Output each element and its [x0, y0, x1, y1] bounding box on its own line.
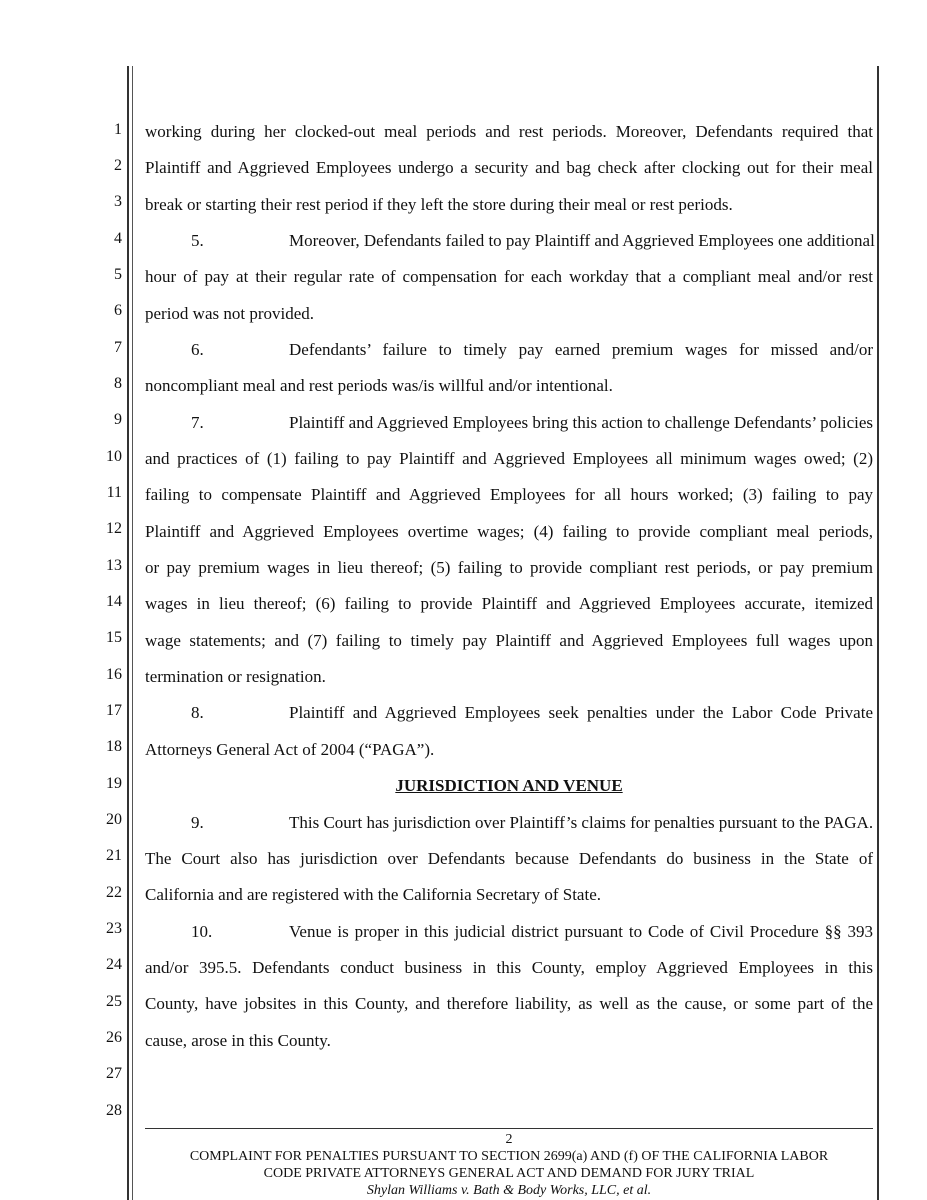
line-number: 26 [106, 1029, 122, 1046]
line-number: 25 [106, 993, 122, 1010]
text-line: Venue is proper in this judicial district pursuant to Code of Civil Procedure §§ 393 [289, 922, 873, 941]
text-line: Plaintiff and Aggrieved Employees undergo a security and bag check after clocking out for their meal [145, 158, 873, 177]
section-heading: JURISDICTION AND VENUE [395, 776, 623, 795]
line-number: 4 [114, 230, 122, 247]
line-number: 15 [106, 629, 122, 646]
text-line: and/or 395.5. Defendants conduct business in this County, employ Aggrieved Employees in this [145, 958, 873, 977]
paragraph-7-first-line [145, 412, 873, 434]
line-number: 22 [106, 884, 122, 901]
text-line: Defendants’ failure to timely pay earned premium wages for missed and/or [289, 340, 873, 359]
line-number: 8 [114, 375, 122, 392]
text-line: California and are registered with the California Secretary of State. [145, 885, 601, 904]
line-number: 17 [106, 702, 122, 719]
paragraph-number: 8. [191, 703, 204, 722]
line-number: 11 [106, 484, 122, 501]
left-margin-rule [127, 66, 129, 1200]
text-line: The Court also has jurisdiction over Defendants because Defendants do business in the State of [145, 849, 873, 868]
line-number: 9 [114, 411, 122, 428]
paragraph-6-first-line [145, 339, 873, 361]
text-line: failing to compensate Plaintiff and Aggrieved Employees for all hours worked; (3) failing to pay [145, 485, 873, 504]
line-number: 23 [106, 920, 122, 937]
footer-rule [145, 1128, 873, 1129]
text-line: or pay premium wages in lieu thereof; (5) failing to provide compliant rest periods, or pay premium [145, 558, 873, 577]
line-number: 16 [106, 666, 122, 683]
text-line: wage statements; and (7) failing to timely pay Plaintiff and Aggrieved Employees full wages upon [145, 631, 873, 650]
line-number: 14 [106, 593, 122, 610]
line-number: 27 [106, 1065, 122, 1082]
line-number: 20 [106, 811, 122, 828]
line-number: 7 [114, 339, 122, 356]
paragraph-number: 5. [191, 231, 204, 250]
line-number: 2 [114, 157, 122, 174]
paragraph-number: 7. [191, 413, 204, 432]
footer-title-line-1: COMPLAINT FOR PENALTIES PURSUANT TO SECTION 2699(a) AND (f) OF THE CALIFORNIA LABOR [189, 1149, 829, 1164]
line-number: 28 [106, 1102, 122, 1119]
case-caption: Shylan Williams v. Bath & Body Works, LLC, et al. [366, 1183, 652, 1198]
text-line: noncompliant meal and rest periods was/is willful and/or intentional. [145, 376, 613, 395]
text-line: cause, arose in this County. [145, 1031, 331, 1050]
text-line: break or starting their rest period if they left the store during their meal or rest periods. [145, 195, 733, 214]
text-line: Plaintiff and Aggrieved Employees bring this action to challenge Defendants’ policies [289, 413, 873, 432]
paragraph-8-first-line [145, 702, 873, 724]
line-number: 18 [106, 738, 122, 755]
text-line: County, have jobsites in this County, and therefore liability, as well as the cause, or some part of the [145, 994, 873, 1013]
text-line: Moreover, Defendants failed to pay Plaintiff and Aggrieved Employees one additional [289, 231, 875, 250]
text-line: and practices of (1) failing to pay Plaintiff and Aggrieved Employees all minimum wages owed; (2) [145, 449, 873, 468]
text-line: wages in lieu thereof; (6) failing to provide Plaintiff and Aggrieved Employees accurate, itemized [145, 594, 873, 613]
text-line: Plaintiff and Aggrieved Employees seek penalties under the Labor Code Private [289, 703, 873, 722]
line-number: 1 [114, 121, 122, 138]
text-line: Attorneys General Act of 2004 (“PAGA”). [145, 740, 435, 759]
right-margin-rule [877, 66, 879, 1200]
page-number: 2 [505, 1132, 513, 1147]
text-line: working during her clocked-out meal periods and rest periods. Moreover, Defendants required that [145, 122, 873, 141]
text-line: termination or resignation. [145, 667, 326, 686]
text-line: Plaintiff and Aggrieved Employees overtime wages; (4) failing to provide compliant meal periods, [145, 522, 873, 541]
line-number: 13 [106, 557, 122, 574]
paragraph-number: 9. [191, 813, 204, 832]
footer-title-line-2: CODE PRIVATE ATTORNEYS GENERAL ACT AND DEMAND FOR JURY TRIAL [263, 1166, 755, 1181]
line-number: 12 [106, 520, 122, 537]
text-line: This Court has jurisdiction over Plaintiff’s claims for penalties pursuant to the PAGA. [289, 813, 874, 832]
text-line: hour of pay at their regular rate of compensation for each workday that a compliant meal and/or rest [145, 267, 873, 286]
line-number: 5 [114, 266, 122, 283]
paragraph-number: 6. [191, 340, 204, 359]
line-number: 21 [106, 847, 122, 864]
left-margin-rule-inner [132, 66, 133, 1200]
paragraph-9-first-line [145, 812, 873, 834]
line-number: 19 [106, 775, 122, 792]
paragraph-number: 10. [191, 922, 213, 941]
line-number: 6 [114, 302, 122, 319]
line-number: 24 [106, 956, 122, 973]
text-line: period was not provided. [145, 304, 315, 323]
line-number: 3 [114, 193, 122, 210]
paragraph-10-first-line [145, 921, 873, 943]
paragraph-5-first-line [145, 230, 873, 252]
line-number: 10 [106, 448, 122, 465]
